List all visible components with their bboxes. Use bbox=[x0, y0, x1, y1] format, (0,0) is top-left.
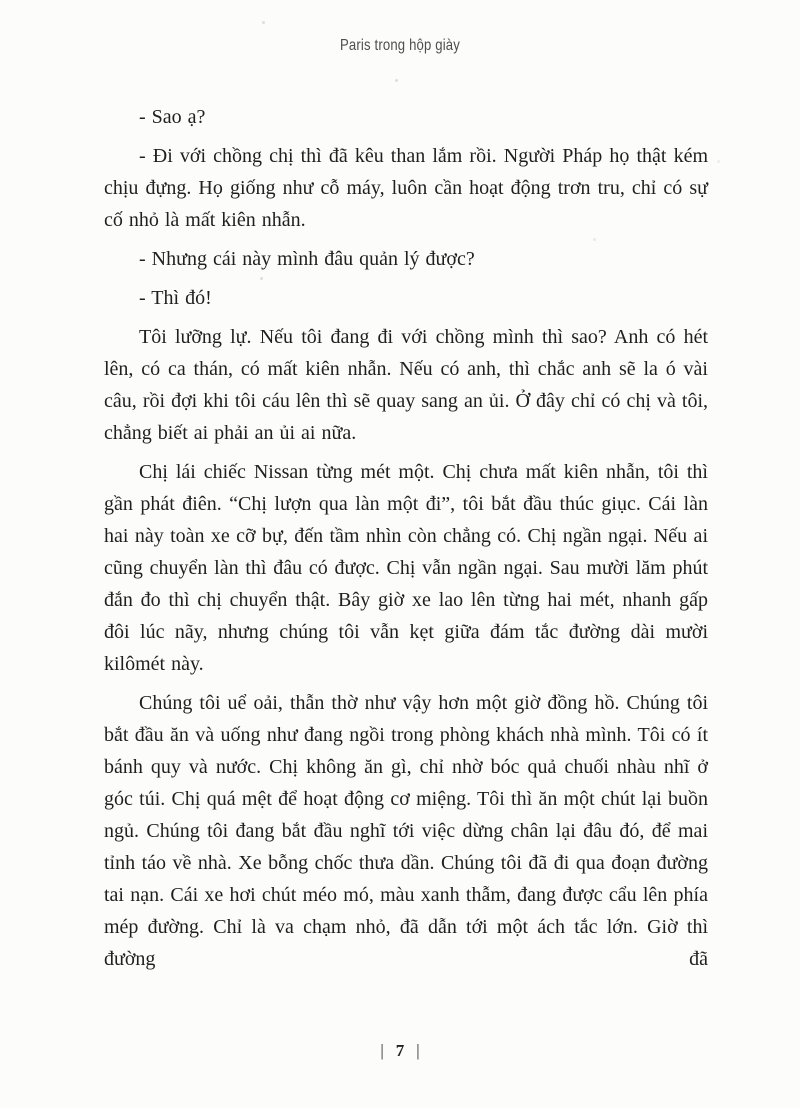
scan-speck bbox=[395, 79, 398, 82]
body-paragraph-2: Chị lái chiếc Nissan từng mét một. Chị chưa mất kiên nhẫn, tôi thì gần phát điên. “Chị lượn qua làn một đi”, tôi bắt đầu thúc giục. Cái làn hai này toàn xe cỡ bự, đến tầm nhìn còn chẳng có. Chị ngần ngại. Nếu ai cũng chuyển làn thì đâu có được. Chị vẫn ngần ngại. Sau mười lăm phút đắn đo thì chị chuyển thật. Bây giờ xe lao lên từng hai mét, nhanh gấp đôi lúc nãy, nhưng chúng tôi vẫn kẹt giữa đám tắc đường dài mười kilômét này. bbox=[104, 461, 708, 675]
dialogue-line-2: - Đi với chồng chị thì đã kêu than lắm rồi. Người Pháp họ thật kém chịu đựng. Họ giống như cỗ máy, luôn cần hoạt động trơn tru, chỉ có sự cố nhỏ là mất kiên nhẫn. bbox=[104, 145, 708, 231]
body-paragraph-3: Chúng tôi uể oải, thẫn thờ như vậy hơn một giờ đồng hồ. Chúng tôi bắt đầu ăn và uống như đang ngồi trong phòng khách nhà mình. Tôi có ít bánh quy và nước. Chị không ăn gì, chỉ nhờ bóc quả chuối nhàu nhĩ ở góc túi. Chị quá mệt để hoạt động cơ miệng. Tôi thì ăn một chút lại buồn ngủ. Chúng tôi đang bắt đầu nghĩ tới việc dừng chân lại đâu đó, để mai tỉnh táo về nhà. Xe bỗng chốc thưa dần. Chúng tôi đã đi qua đoạn đường tai nạn. Cái xe hơi chút méo mó, màu xanh thẫm, đang được cẩu lên phía mép đường. Chỉ là va chạm nhỏ, đã dẫn tới một ách tắc lớn. Giờ thì đường đã bbox=[104, 692, 708, 970]
scan-speck bbox=[260, 277, 263, 280]
scan-speck bbox=[262, 21, 265, 24]
page-body bbox=[104, 101, 708, 982]
footer-bar-right: | bbox=[416, 1041, 420, 1060]
dialogue-line-1: - Sao ạ? bbox=[139, 106, 206, 128]
running-header: Paris trong hộp giày bbox=[340, 37, 460, 54]
dialogue-line-4: - Thì đó! bbox=[139, 287, 212, 309]
scan-speck bbox=[717, 160, 720, 163]
page-footer bbox=[0, 1041, 800, 1061]
scan-speck bbox=[593, 238, 596, 241]
body-paragraph-1: Tôi lưỡng lự. Nếu tôi đang đi với chồng mình thì sao? Anh có hét lên, có ca thán, có mất kiên nhẫn. Nếu có anh, thì chắc anh sẽ la ó vài câu, rồi đợi khi tôi cáu lên thì sẽ quay sang an ủi. Ở đây chỉ có chị và tôi, chẳng biết ai phải an ủi ai nữa. bbox=[104, 326, 708, 444]
dialogue-line-3: - Nhưng cái này mình đâu quản lý được? bbox=[139, 248, 475, 270]
page-number: 7 bbox=[395, 1041, 405, 1060]
footer-bar-left: | bbox=[380, 1041, 384, 1060]
